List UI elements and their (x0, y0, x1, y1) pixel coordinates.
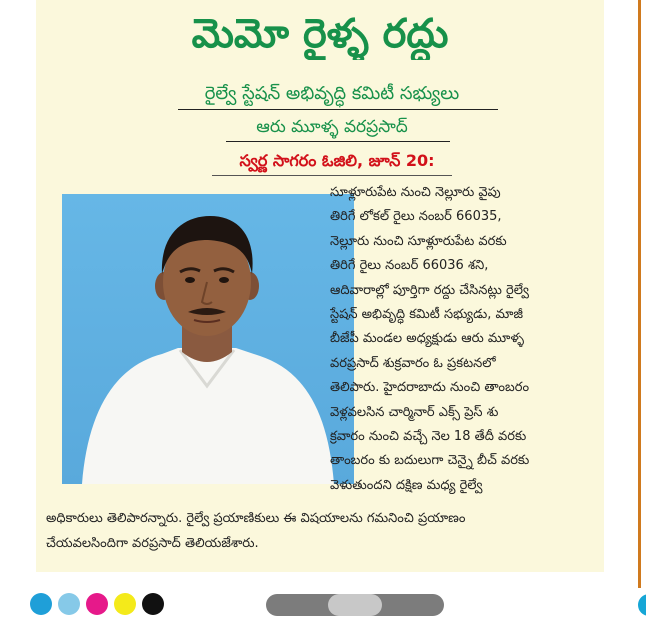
full-line: అధికారులు తెలిపారన్నారు. రైల్వే ప్రయాణికులు ఈ విషయాలను గమనించి ప్రయాణం (46, 511, 466, 526)
column-line: తెలిపారు. హైదరాబాదు నుంచి తాంబరం (330, 380, 530, 396)
swatch-cyan[interactable] (30, 593, 52, 615)
swatch-yellow[interactable] (114, 593, 136, 615)
portrait-photo (62, 194, 354, 484)
article-full-width-text (46, 506, 586, 556)
next-page-indicator[interactable] (638, 594, 646, 616)
subheading: రైల్వే స్టేషన్ అభివృద్ధి కమిటీ సభ్యులు (204, 83, 460, 104)
column-line: నెల్లూరు నుంచి సూళ్లూరుపేట వరకు (330, 233, 507, 249)
full-line: చేయవలసిందిగా వరప్రసాద్ తెలియజేశారు. (46, 536, 259, 551)
column-line: సూళ్లూరుపేట నుంచి నెల్లూరు వైపు (330, 185, 501, 200)
column-line: ఆదివారాల్లో పూర్తిగా రద్దు చేసినట్లు రైల్వే (330, 282, 529, 298)
news-clipping (36, 0, 604, 572)
dateline: స్వర్ణ సాగరం ఓజిలి, జూన్ 20: (239, 151, 435, 170)
column-line: స్టేషన్ అభివృద్ధి కమిటీ సభ్యుడు, మాజీ (330, 306, 523, 322)
column-line: తిరిగే రైలు నంబర్ 66036 శని, (330, 258, 489, 274)
column-line: బీజేపీ మండల అధ్యక్షుడు ఆరు మూళ్ళ (330, 331, 525, 347)
subheading-underline (178, 109, 498, 110)
column-line: తిరిగే లోకల్ రైలు నంబర్ 66035, (330, 209, 502, 225)
swatch-black[interactable] (142, 593, 164, 615)
column-line: వెళుతుందని దక్షిణ మధ్య రైల్వే (330, 477, 483, 493)
headline: మెమో రైళ్ళ రద్దు (191, 11, 449, 57)
column-line: క్రవారం నుంచి వచ్చే నెల 18 తేదీ వరకు (330, 428, 527, 444)
swatch-magenta[interactable] (86, 593, 108, 615)
dateline-underline (212, 175, 452, 176)
article-column (330, 181, 586, 498)
page-scrollbar[interactable] (266, 594, 444, 616)
column-line: వెళ్లవలసిన చార్మినార్ ఎక్స్ ప్రెస్ శు (330, 404, 499, 420)
byline: ఆరు మూళ్ళ వరప్రసాద్ (256, 117, 408, 137)
column-line: తాంబరం కు బదులుగా చెన్నై బీచ్ వరకు (330, 453, 530, 469)
swatch-light-blue[interactable] (58, 593, 80, 615)
scrollbar-thumb[interactable] (328, 594, 382, 616)
adjacent-clip-edge (638, 0, 641, 588)
column-line: వరప్రసాద్ శుక్రవారం ఓ ప్రకటనలో (330, 355, 496, 371)
byline-underline (226, 141, 450, 142)
